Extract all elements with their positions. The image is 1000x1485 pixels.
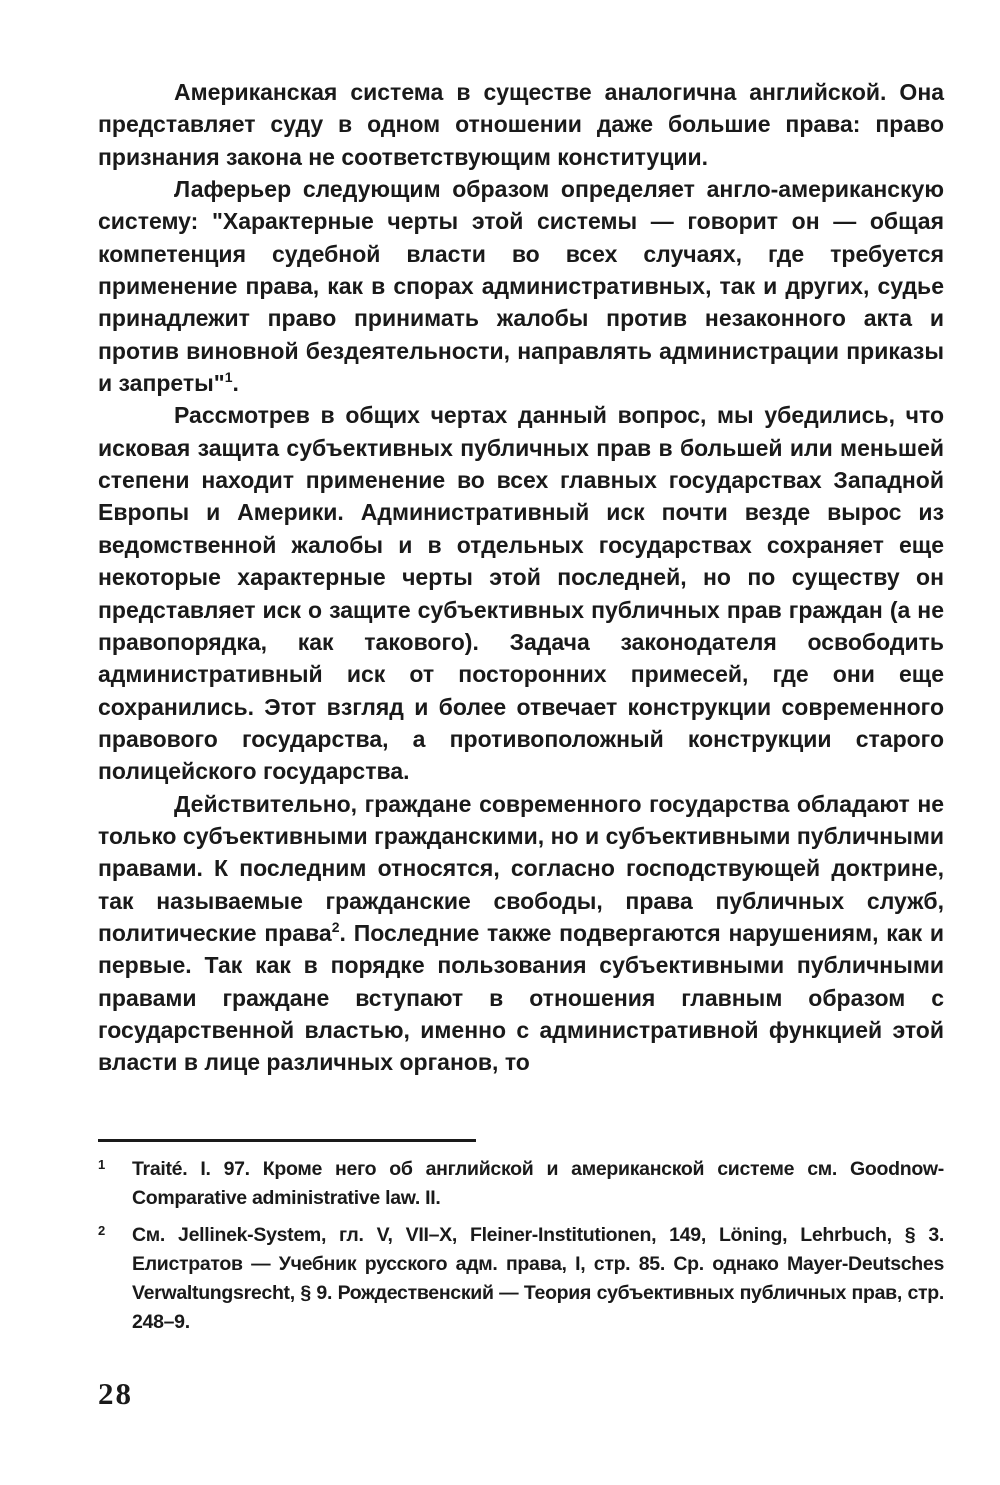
footnotes-section	[98, 1155, 944, 1345]
footnote-ref-2[interactable]: 2	[331, 918, 340, 935]
paragraph-3	[98, 399, 944, 787]
footnote-1	[98, 1155, 944, 1213]
main-text	[98, 76, 944, 1079]
footnote-2	[98, 1221, 944, 1337]
paragraph-4-text-b: Последние также подвергаются нарушениям, как и первые. Так как в порядке пользования субъективными публичными правами граждане вступают в отношения главным образом с государственной властью, именно с административной функцией этой власти в лице различных органов, то	[98, 919, 944, 1076]
footnote-1-number: 1	[98, 1157, 106, 1172]
paragraph-1-text: Американская система в существе аналогична английской. Она представляет суду в одном отношении даже большие права: право признания закона не соответствующим конституции.	[98, 79, 944, 170]
paragraph-4-text-a: Действительно, граждане современного государства обладают не только субъективными гражданскими, но и субъективными публичными правами. К последним относятся, согласно господствующей доктрине, так называемые гражданские свободы, права публичных служб, политические права	[98, 790, 944, 946]
footnote-1-text: Traité. I. 97. Кроме него об английской и американской системе см. Goodnow-Comparative administrative law. II.	[132, 1158, 944, 1209]
footnote-2-number: 2	[98, 1223, 106, 1238]
paragraph-4: Действительно, граждане современного государства обладают не только субъективными гражданскими, но и субъективными публичными правами. К последним относятся, согласно господствующей доктрине, так называемые гражданские свободы, права публичных служб, политические права$^2$. Последние также подвергаются нарушениям, как и первые. Так как в порядке пользования субъективными публичными правами граждане вступают в отношения главным образом с государственной властью, именно с административной функцией этой власти в лице различных органов, то	[98, 790, 944, 1076]
footnote-divider	[98, 1139, 476, 1142]
paragraph-2-text: Лаферьер следующим образом определяет англо-американскую систему: "Характерные черты этой системы — говорит он — общая компетенция судебной власти во всех случаях, где требуется применение права, как в спорах административных, так и других, судье принадлежит право принимать жалобы против незаконного акта и против виновной бездеятельности, направлять администрации приказы и запреты"	[98, 176, 944, 397]
paragraph-2: Лаферьер следующим образом определяет англо-американскую систему: "Характерные черты этой системы — говорит он — общая компетенция судебной власти во всех случаях, где требуется применение права, как в спорах административных, так и других, судье принадлежит право принимать жалобы против незаконного акта и против виновной бездеятельности, направлять администрации приказы и запреты"$^1$.	[98, 176, 944, 397]
page-number: 28	[98, 1376, 133, 1411]
paragraph-1	[98, 76, 944, 173]
footnote-ref-1[interactable]: 1	[224, 369, 233, 386]
paragraph-3-text: Рассмотрев в общих чертах данный вопрос, мы убедились, что исковая защита субъективных публичных прав в большей или меньшей степени находит применение во всех главных государствах Западной Европы и Америки. Административный иск почти везде вырос из ведомственной жалобы и в отдельных государствах сохраняет еще некоторые характерные черты этой последней, но по существу он представляет иск о защите субъективных публичных прав граждан (а не правопорядка, как такового). Задача законодателя освободить административный иск от посторонних примесей, где они еще сохранились. Этот взгляд и более отвечает конструкции современного правового государства, а противоположный конструкции старого полицейского государства.	[98, 402, 944, 785]
footnote-2-text: См. Jellinek-System, гл. V, VII–X, Fleiner-Institutionen, 149, Löning, Lehrbuch, § 3. Елистратов — Учебник русского адм. права, I, стр. 85. Ср. однако Mayer-Deutsches Verwaltungsrecht, § 9. Рождественский — Теория субъективных публичных прав, стр. 248–9.	[132, 1224, 944, 1333]
